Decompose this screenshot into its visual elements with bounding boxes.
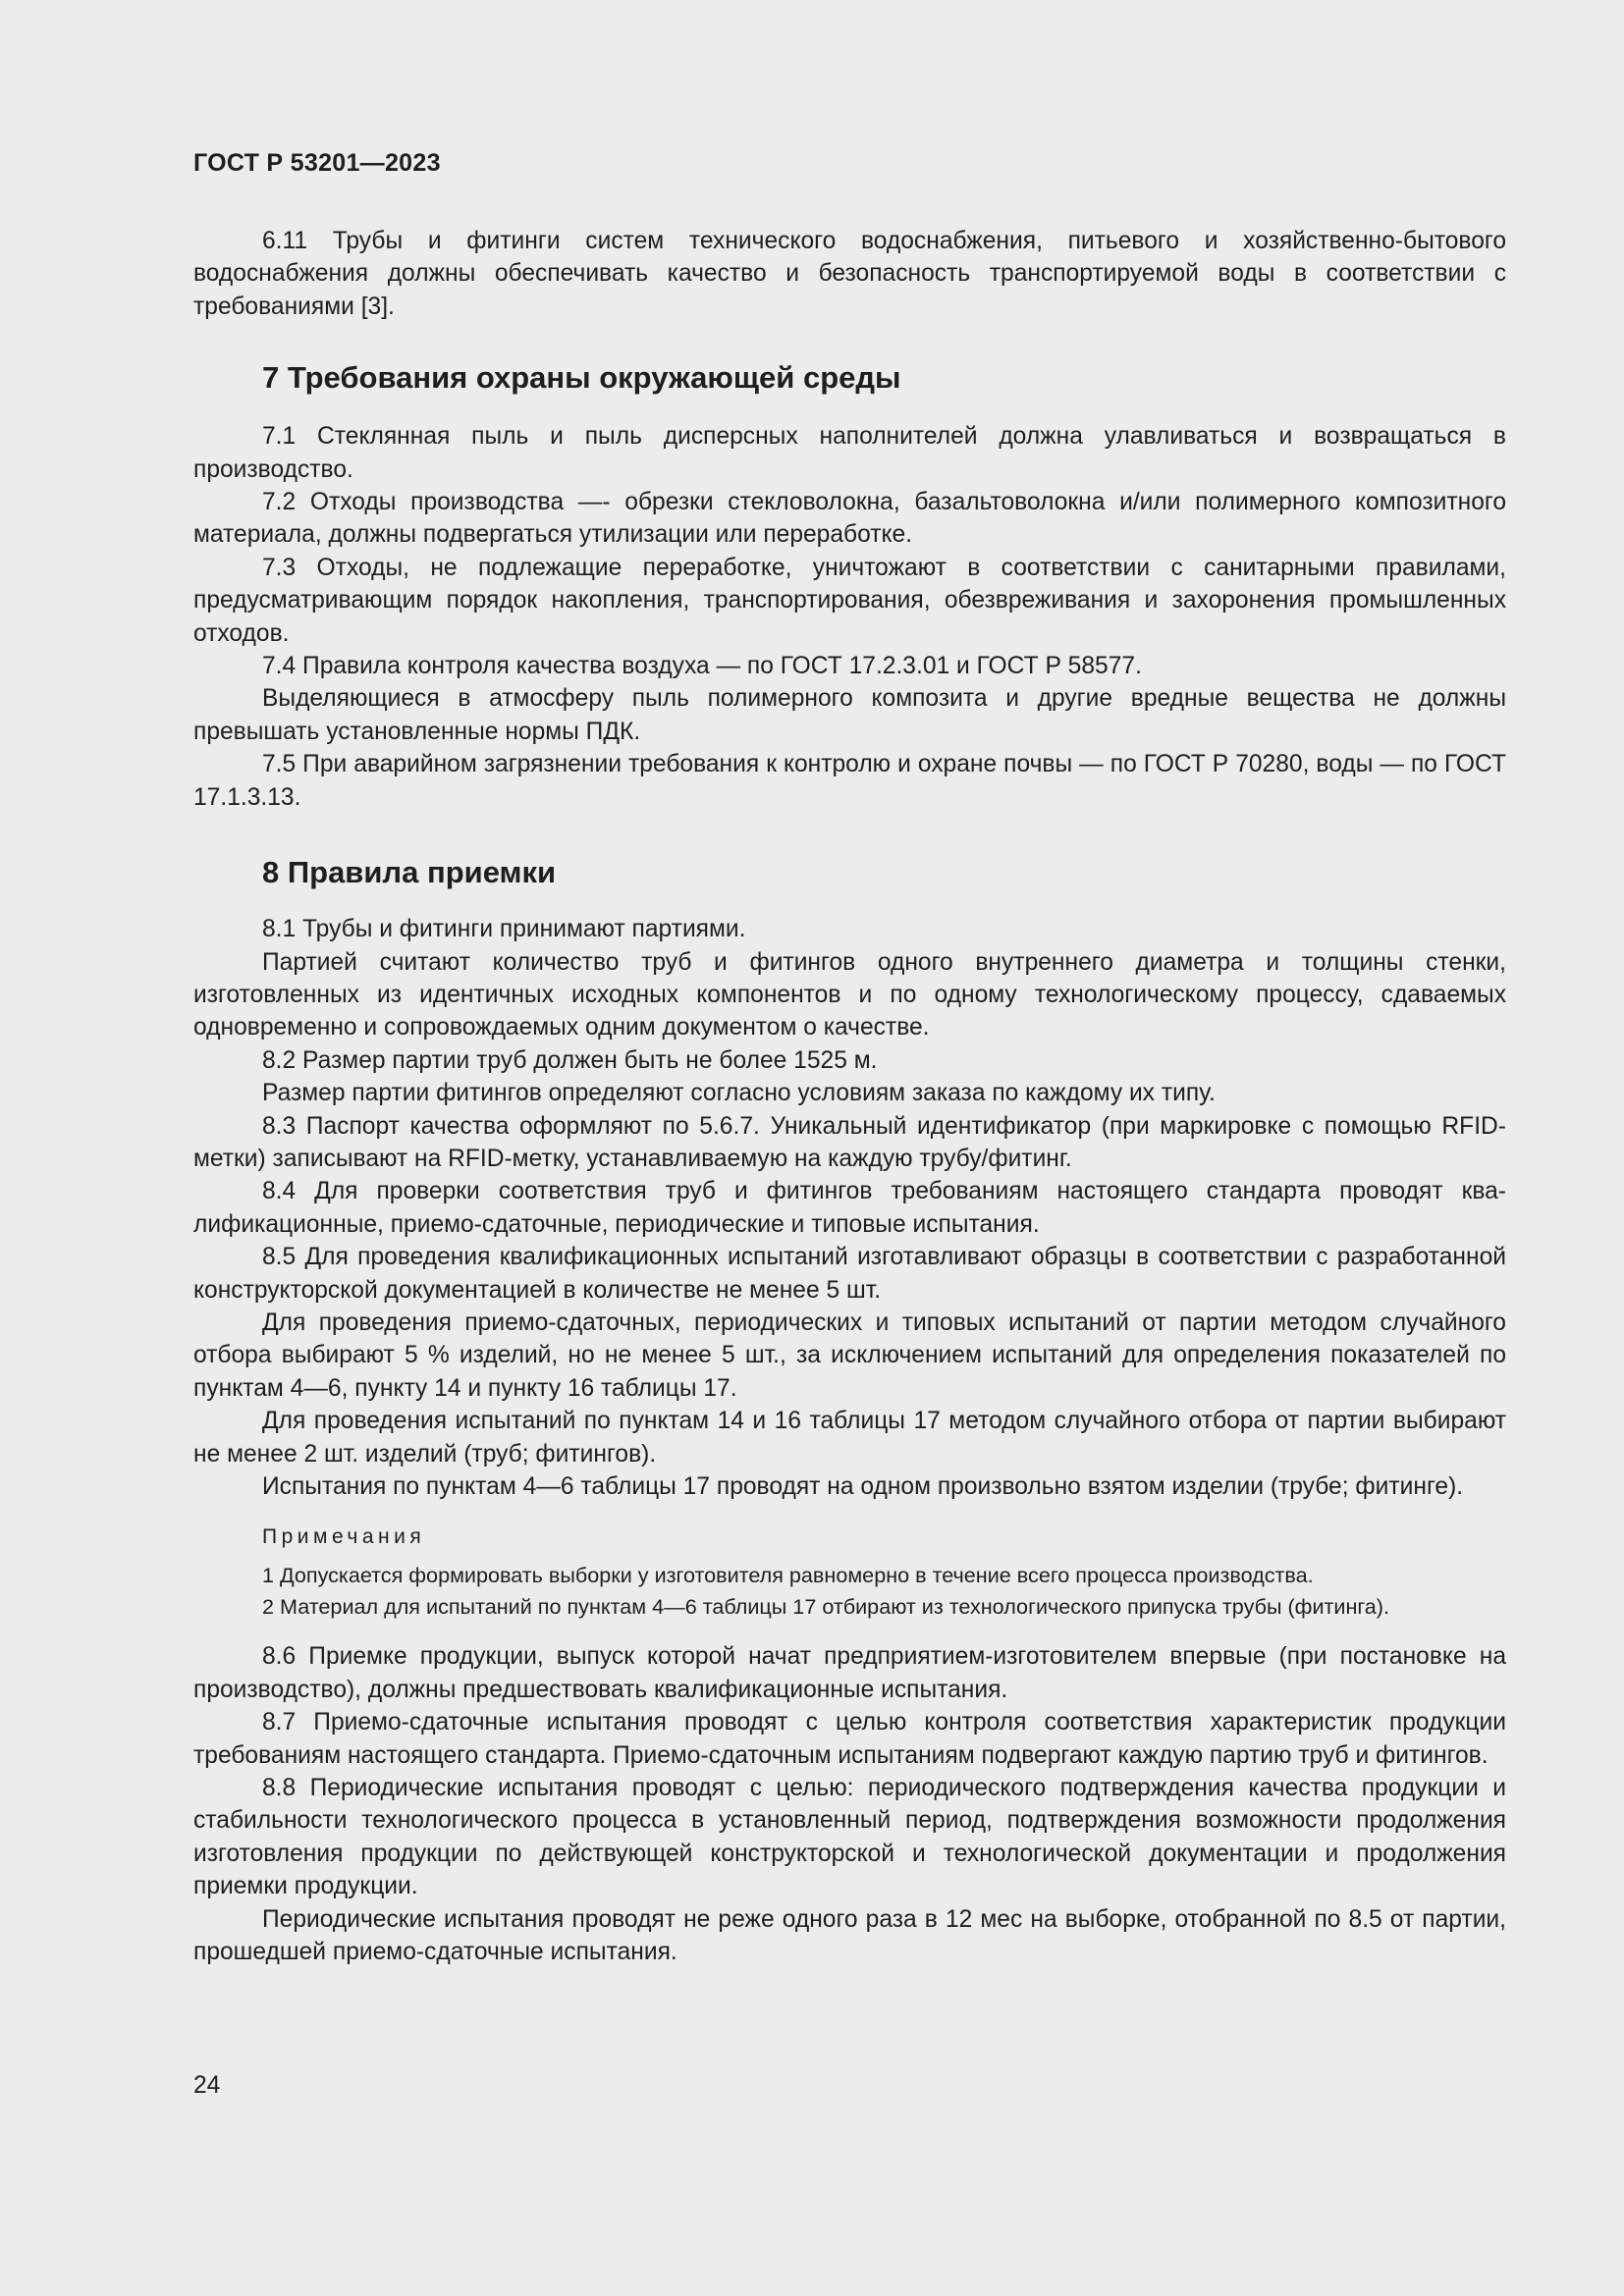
notes-title: Примечания [262,1525,426,1549]
paragraph-8-6: 8.6 Приемке продукции, выпуск которой начат предприятием-изготовителем впервые (при постановке на производство), должны предшествовать квалификационные испытания. [193,1643,1506,1703]
paragraph-7-3: 7.3 Отходы, не подлежащие переработке, уничтожают в соответствии с санитарными правилами, предусматривающим порядок накопления, транспортирования, обезвреживания и захоронения промышленных отходов. [193,554,1506,647]
paragraph-8-2-cont: Размер партии фитингов определяют согласно условиям заказа по каждому их типу. [262,1080,1216,1107]
note-2: 2 Материал для испытаний по пунктам 4—6 таблицы 17 отбирают из технологического припуска трубы (фитинга). [262,1594,1389,1620]
paragraph-8-8-cont: Периодические испытания проводят не реже одного раза в 12 мес на выборке, отобранной по 8.5 от партии, прошедшей приемо-сдаточные испытания. [193,1905,1506,1966]
paragraph-7-1: 7.1 Стеклянная пыль и пыль дисперсных наполнителей должна улавливаться и возвращаться в производство. [193,423,1506,483]
paragraph-7-4-cont: Выделяющиеся в атмосферу пыль полимерного композита и другие вредные вещества не должны превышать установленные нормы ПДК. [193,685,1506,745]
paragraph-8-3: 8.3 Паспорт качества оформляют по 5.6.7. Уникальный идентификатор (при маркировке с помощью RFID-метки) записывают на RFID-метку, устанавливаемую на каждую трубу/фитинг. [193,1112,1506,1172]
paragraph-8-5: 8.5 Для проведения квалификационных испытаний изготавливают образцы в соответствии с разработанной конструкторской документацией в количестве не менее 5 шт. [193,1244,1506,1304]
page-number: 24 [193,2072,221,2099]
paragraph-8-5-cont-2: Для проведения испытаний по пунктам 14 и 16 таблицы 17 методом случайного отбора от партии выбирают не менее 2 шт. изделий (труб; фитингов). [193,1408,1506,1468]
paragraph-6-11: 6.11 Трубы и фитинги систем технического водоснабжения, питьевого и хозяйственно-бытового водоснабжения должны обеспечивать качество и безопасность транспортируемой воды в соответствии с требованиями [3]. [193,228,1506,320]
paragraph-8-5-cont-3: Испытания по пунктам 4—6 таблицы 17 проводят на одном произвольно взятом изделии (трубе; фитинге). [262,1473,1464,1500]
paragraph-8-1: 8.1 Трубы и фитинги принимают партиями. [262,916,746,943]
page-content [193,225,1506,1968]
paragraph-7-4: 7.4 Правила контроля качества воздуха — по ГОСТ 17.2.3.01 и ГОСТ Р 58577. [262,653,1142,680]
paragraph-8-2: 8.2 Размер партии труб должен быть не более 1525 м. [262,1046,878,1074]
paragraph-8-5-cont-1: Для проведения приемо-сдаточных, периодических и типовых испытаний от партии методом случайного отбора выбирают 5 % изделий, но не менее 5 шт., за исключением испытаний для определения показателей по пунктам 4—6, пункту 14 и пункту 16 таблицы 17. [193,1308,1506,1402]
paragraph-8-7: 8.7 Приемо-сдаточные испытания проводят с целью контроля соответствия характеристик продукции требованиям настоящего стандарта. Приемо-сдаточным испытаниям подвергают каждую партию труб и фитингов. [193,1709,1506,1769]
note-1: 1 Допускается формировать выборки у изготовителя равномерно в течение всего процесса производства. [262,1563,1314,1588]
paragraph-8-4: 8.4 Для проверки соответствия труб и фитингов требованиям настоящего стандарта проводят квалификационные, приемо-сдаточные, периодические и типовые испытания. [193,1178,1506,1238]
document-header: ГОСТ Р 53201—2023 [193,149,441,177]
paragraph-8-8: 8.8 Периодические испытания проводят с целью: периодического подтверждения качества продукции и стабильности технологического процесса в установленный период, подтверждения возможности продолжения изготовления продукции по действующей конструкторской и технологической документации и продолжения приемки продукции. [193,1775,1506,1900]
paragraph-7-5: 7.5 При аварийном загрязнении требования к контролю и охране почвы — по ГОСТ Р 70280, воды — по ГОСТ 17.1.3.13. [193,751,1506,811]
section-7-heading: 7 Требования охраны окружающей среды [262,360,901,396]
section-8-heading: 8 Правила приемки [262,855,557,890]
paragraph-7-2: 7.2 Отходы производства —- обрезки стекловолокна, базальтоволокна и/или полимерного композитного материала, должны подвергаться утилизации или переработке. [193,489,1506,549]
paragraph-8-1-cont: Партией считают количество труб и фитингов одного внутреннего диаметра и толщины стенки, изготовленных из идентичных исходных компонентов и по одному технологическому процессу, сдаваемых одновременно и сопровождаемых одним документом о качестве. [193,948,1506,1041]
